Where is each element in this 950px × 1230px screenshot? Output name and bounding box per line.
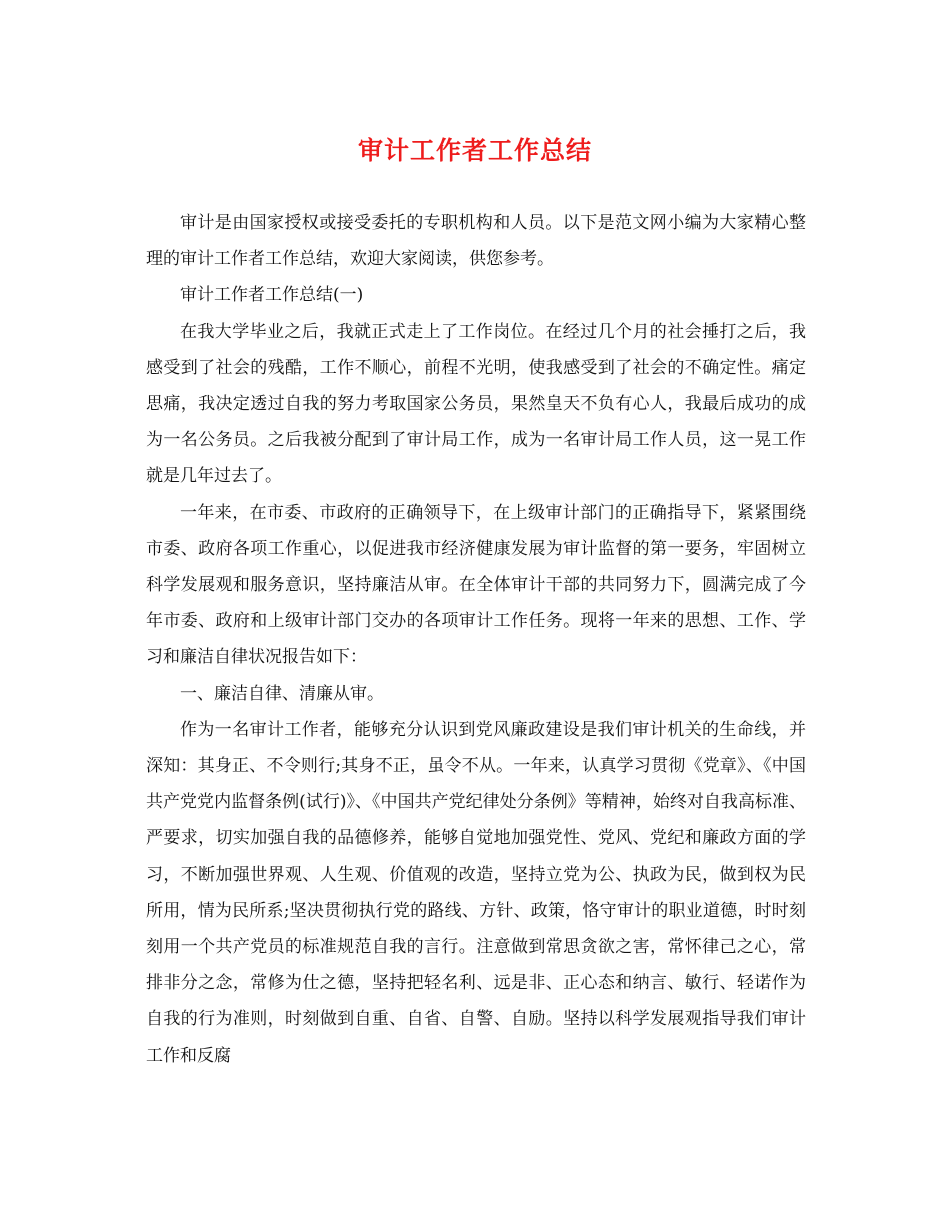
- paragraph-integrity-detail: 作为一名审计工作者，能够充分认识到党风廉政建设是我们审计机关的生命线，并深知：其身正、不令则行;其身不正，虽令不从。一年来，认真学习贯彻《党章》、《中国共产党党内监督条例(试行)》、《中国共产党纪律处分条例》等精神，始终对自我高标准、严要求，切实加强自我的品德修养，能够自觉地加强党性、党风、党纪和廉政方面的学习，不断加强世界观、人生观、价值观的改造，坚持立党为公、执政为民，做到权为民所用，情为民所系;坚决贯彻执行党的路线、方针、政策，恪守审计的职业道德，时时刻刻用一个共产党员的标准规范自我的言行。注意做到常思贪欲之害，常怀律己之心，常排非分之念，常修为仕之德，坚持把轻名利、远是非、正心态和纳言、敏行、轻诺作为自我的行为准则，时刻做到自重、自省、自警、自励。坚持以科学发展观指导我们审计工作和反腐: [146, 719, 806, 1066]
- paragraph-background: 在我大学毕业之后，我就正式走上了工作岗位。在经过几个月的社会捶打之后，我感受到了社会的残酷，工作不顺心，前程不光明，使我感受到了社会的不确定性。痛定思痛，我决定透过自我的努力考取国家公务员，果然皇天不负有心人，我最后成功的成为一名公务员。之后我被分配到了审计局工作，成为一名审计局工作人员，这一晃工作就是几年过去了。: [146, 321, 806, 487]
- paragraph-subheading-integrity: 一、廉洁自律、清廉从审。: [180, 683, 384, 704]
- document-body: [146, 205, 806, 1074]
- document-title: 审计工作者工作总结: [357, 136, 592, 165]
- paragraph-year-summary: 一年来，在市委、市政府的正确领导下，在上级审计部门的正确指导下，紧紧围绕市委、政府各项工作重心，以促进我市经济健康发展为审计监督的第一要务，牢固树立科学发展观和服务意识，坚持廉洁从审。在全体审计干部的共同努力下，圆满完成了今年市委、政府和上级审计部门交办的各项审计工作任务。现将一年来的思想、工作、学习和廉洁自律状况报告如下：: [146, 502, 806, 668]
- paragraph-intro: 审计是由国家授权或接受委托的专职机构和人员。以下是范文网小编为大家精心整理的审计工作者工作总结，欢迎大家阅读，供您参考。: [146, 213, 806, 270]
- paragraph-section-heading: 审计工作者工作总结(一): [180, 285, 364, 306]
